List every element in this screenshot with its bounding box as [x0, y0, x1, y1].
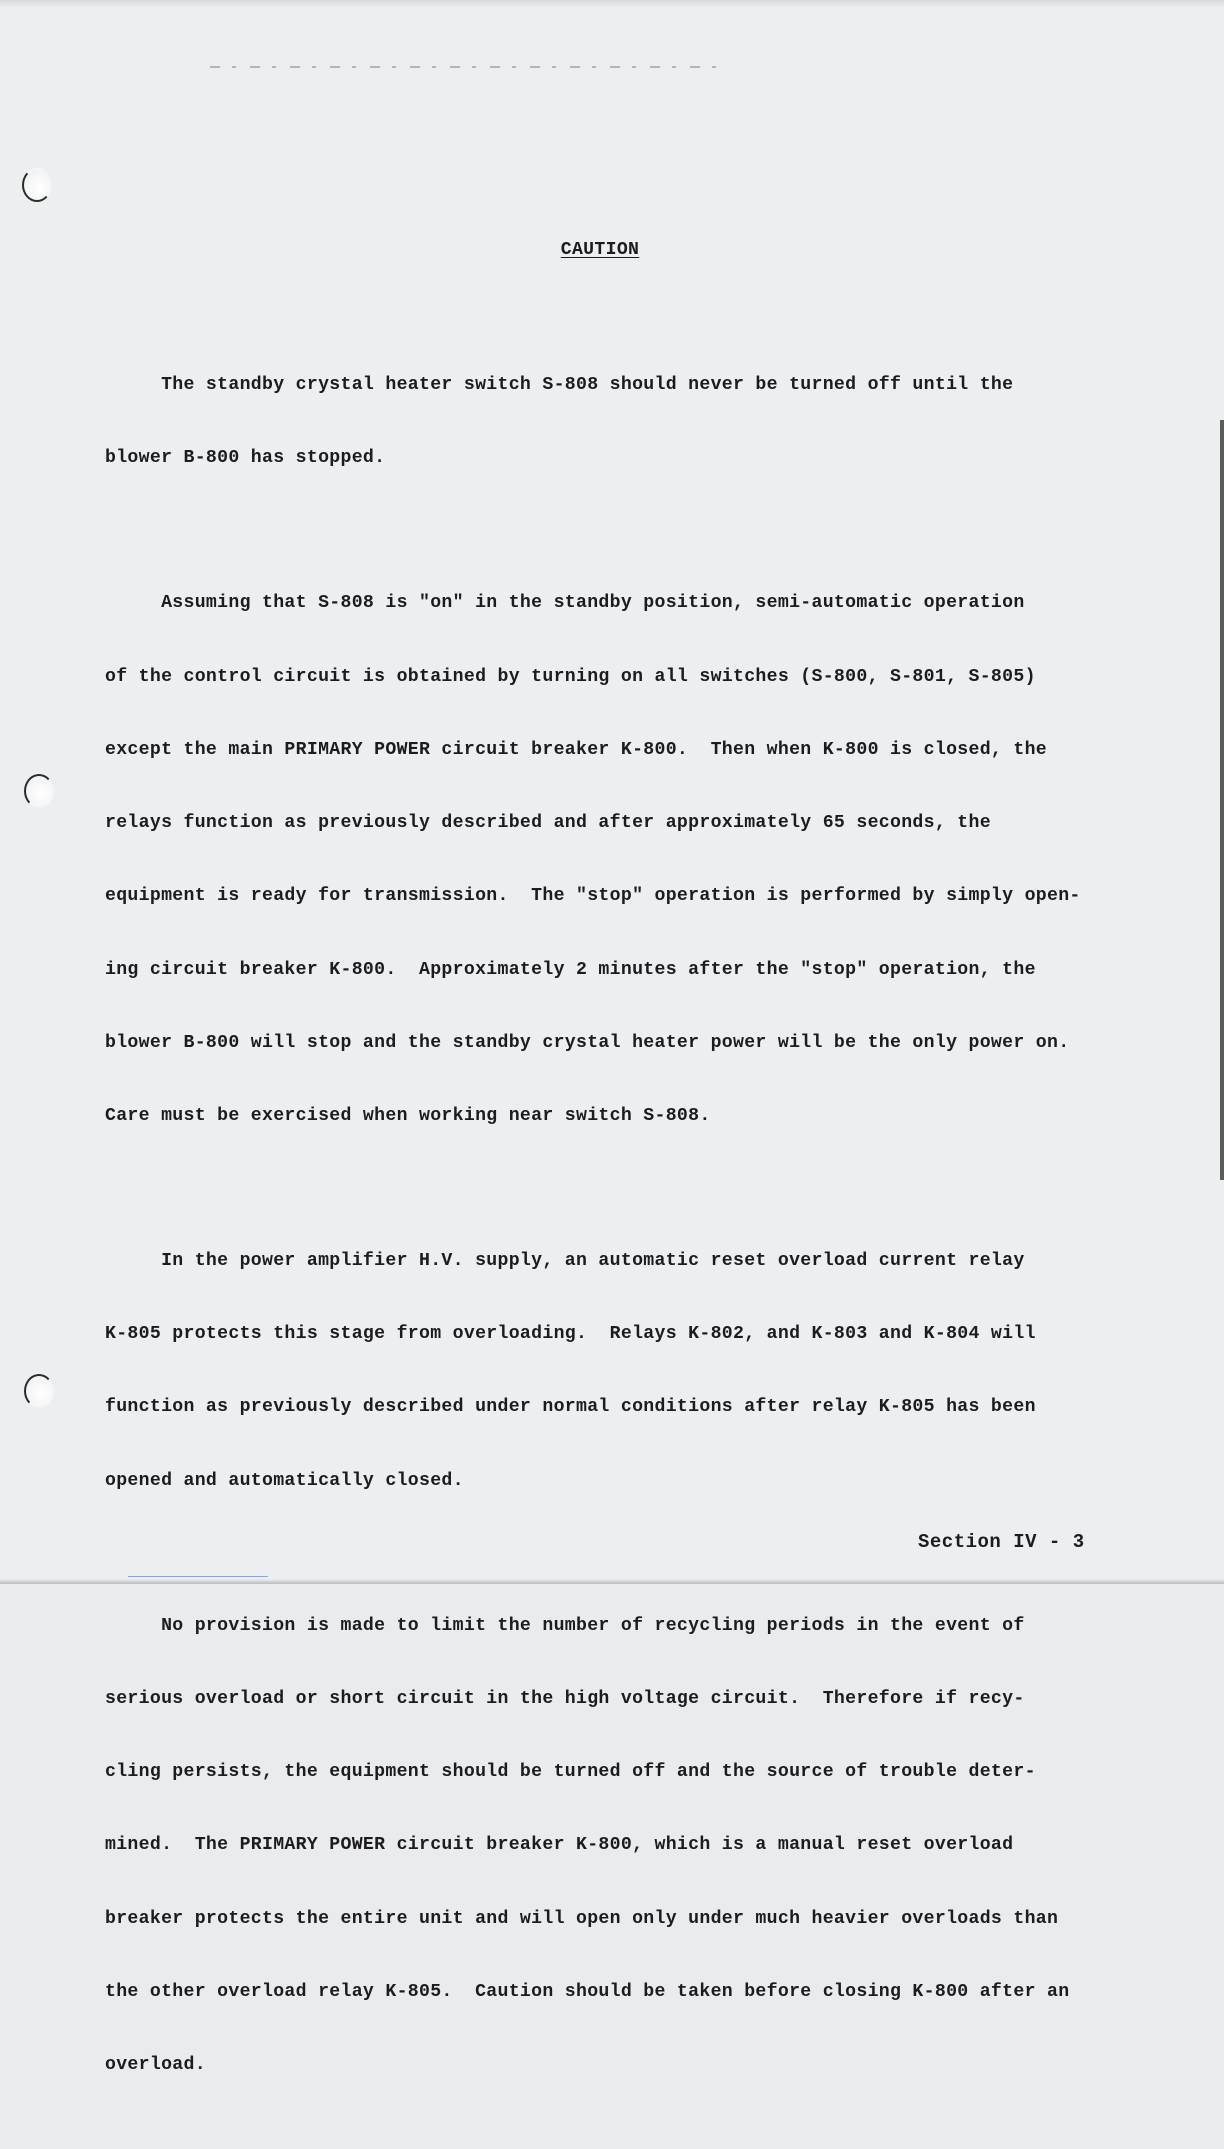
- text-line: the other overload relay K-805. Caution should be taken before closing K-800 after an: [105, 1981, 1070, 2002]
- text-line: except the main PRIMARY POWER circuit breaker K-800. Then when K-800 is closed, the: [105, 739, 1047, 760]
- paragraph-2: [105, 543, 1145, 1178]
- text-line: K-805 protects this stage from overloading. Relays K-802, and K-803 and K-804 will: [105, 1324, 1036, 1345]
- text-line: equipment is ready for transmission. The "stop" operation is performed by simply open-: [105, 886, 1081, 907]
- text-line: The standby crystal heater switch S-808 should never be turned off until the: [105, 375, 1014, 396]
- punch-hole-middle: [24, 774, 54, 808]
- document-body: [105, 238, 1145, 2149]
- text-line: serious overload or short circuit in the high voltage circuit. Therefore if recy-: [105, 1688, 1025, 1709]
- text-line: relays function as previously described and after approximately 65 seconds, the: [105, 813, 991, 834]
- punch-hole-top: [22, 168, 52, 202]
- text-line: function as previously described under normal conditions after relay K-805 has been: [105, 1397, 1036, 1418]
- text-line: In the power amplifier H.V. supply, an automatic reset overload current relay: [105, 1251, 1025, 1272]
- faint-dashed-line: [210, 66, 720, 68]
- text-line: blower B-800 will stop and the standby crystal heater power will be the only power on.: [105, 1032, 1070, 1053]
- text-line: cling persists, the equipment should be turned off and the source of trouble deter-: [105, 1762, 1036, 1783]
- text-line: Assuming that S-808 is "on" in the standby position, semi-automatic operation: [105, 593, 1025, 614]
- text-line: breaker protects the entire unit and will open only under much heavier overloads than: [105, 1908, 1059, 1929]
- paragraph-3: [105, 1200, 1145, 1542]
- paragraph-1: [105, 324, 1145, 519]
- caution-heading: CAUTION: [560, 240, 640, 260]
- scan-right-edge: [1220, 420, 1224, 1180]
- text-line: Care must be exercised when working near switch S-808.: [105, 1106, 711, 1126]
- text-line: mined. The PRIMARY POWER circuit breaker K-800, which is a manual reset overload: [105, 1835, 1014, 1856]
- scan-top-edge: [0, 0, 1224, 8]
- text-line: No provision is made to limit the number of recycling periods in the event of: [105, 1615, 1025, 1636]
- text-line: overload.: [105, 2055, 206, 2076]
- text-line: of the control circuit is obtained by turning on all switches (S-800, S-801, S-805): [105, 666, 1036, 687]
- text-line: ing circuit breaker K-800. Approximately 2 minutes after the "stop" operation, the: [105, 959, 1036, 980]
- text-line: opened and automatically closed.: [105, 1470, 464, 1491]
- paragraph-4: [105, 1565, 1145, 2126]
- punch-hole-bottom: [24, 1374, 54, 1408]
- text-line: blower B-800 has stopped.: [105, 448, 386, 469]
- section-page-number: Section IV - 3: [918, 1531, 1085, 1553]
